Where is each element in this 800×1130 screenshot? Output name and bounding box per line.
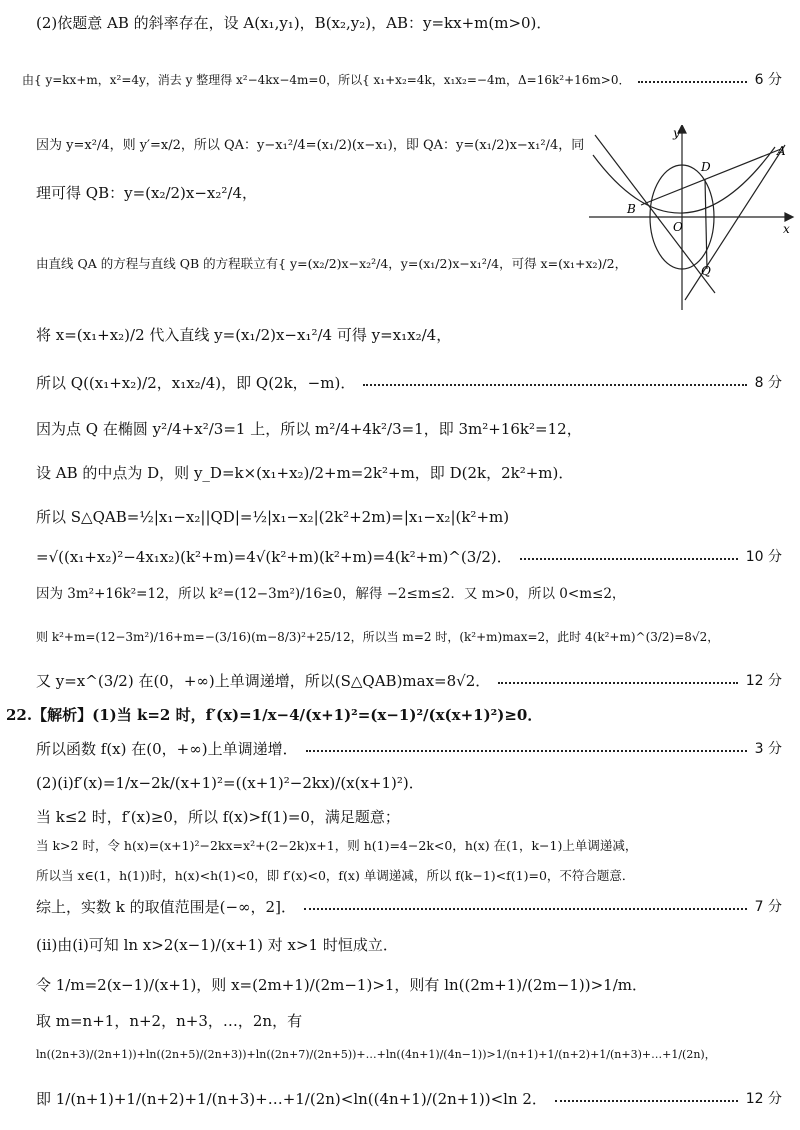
- solution-line: [0, 808, 800, 826]
- dotted-leader: [306, 750, 747, 752]
- score-mark: 12 分: [745, 1090, 782, 1107]
- line-text: 即 1/(n+1)+1/(n+2)+1/(n+3)+…+1/(2n)<ln((4n+1)/(2n+1))<ln 2．: [36, 1090, 547, 1108]
- score-mark: 7 分: [754, 898, 782, 915]
- dotted-leader: [520, 558, 738, 560]
- solution-line: [0, 508, 800, 526]
- solution-line: [0, 898, 800, 916]
- solution-line: [0, 326, 800, 344]
- solution-line: [0, 548, 800, 566]
- line-text: 综上，实数 k 的取值范围是(−∞，2]．: [36, 898, 296, 916]
- score-mark: 8 分: [754, 374, 782, 391]
- score-mark: 3 分: [754, 740, 782, 757]
- solution-line: [0, 868, 800, 883]
- label-a: A: [777, 144, 786, 158]
- solution-line: [0, 1012, 800, 1030]
- solution-line: [0, 936, 800, 954]
- label-d: D: [701, 160, 711, 174]
- parabola-ellipse-figure: [585, 125, 797, 315]
- line-text: 又 y=x^(3/2) 在(0，+∞)上单调递增，所以(S△QAB)max=8√2．: [36, 672, 491, 690]
- line-text: 由{ y=kx+m，x²=4y，消去 y 整理得 x²−4kx−4m=0，所以{ x₁+x₂=4k，x₁x₂=−4m，Δ=16k²+16m>0．: [22, 73, 631, 88]
- label-o: O: [673, 220, 683, 234]
- line-text: 由直线 QA 的方程与直线 QB 的方程联立有{ y=(x₂/2)x−x₂²/4，y=(x₁/2)x−x₁²/4，可得 x=(x₁+x₂)/2，: [36, 256, 628, 271]
- label-q: Q: [701, 264, 711, 278]
- dotted-leader: [498, 682, 737, 684]
- line-text: 理可得 QB：y=(x₂/2)x−x₂²/4，: [36, 184, 258, 202]
- solution-line: [0, 630, 800, 644]
- solution-line: [0, 706, 800, 724]
- solution-line: [0, 14, 800, 32]
- line-text: 所以 Q((x₁+x₂)/2，x₁x₂/4)，即 Q(2k，−m)．: [36, 374, 356, 392]
- dotted-leader: [555, 1100, 738, 1102]
- line-text: =√((x₁+x₂)²−4x₁x₂)(k²+m)=4√(k²+m)(k²+m)=4(k²+m)^(3/2)．: [36, 548, 512, 566]
- line-text: 令 1/m=2(x−1)/(x+1)，则 x=(2m+1)/(2m−1)>1，则有 ln((2m+1)/(2m−1))>1/m．: [36, 976, 647, 994]
- score-mark: 6 分: [754, 72, 782, 88]
- dotted-leader: [363, 384, 746, 386]
- question-22-heading: 22.【解析】(1)当 k=2 时，f′(x)=1/x−4/(x+1)²=(x−1)²/(x(x+1)²)≥0．: [6, 706, 543, 724]
- segment-qd: [705, 179, 707, 269]
- score-mark: 12 分: [745, 672, 782, 689]
- label-y: y: [673, 126, 680, 140]
- solution-line: [0, 72, 800, 89]
- line-text: 所以函数 f(x) 在(0，+∞)上单调递增．: [36, 740, 298, 758]
- solution-line: [0, 1090, 800, 1108]
- solution-line: [0, 976, 800, 994]
- dotted-leader: [304, 908, 747, 910]
- line-text: 因为 3m²+16k²=12，所以 k²=(12−3m²)/16≥0，解得 −2≤m≤2．又 m>0，所以 0<m≤2，: [36, 586, 626, 602]
- tangent-qa: [685, 145, 785, 300]
- dotted-leader: [638, 81, 746, 83]
- line-text: (2)(i)f′(x)=1/x−2k/(x+1)²=((x+1)²−2kx)/(x(x+1)²)．: [36, 774, 424, 792]
- line-text: 则 k²+m=(12−3m²)/16+m=−(3/16)(m−8/3)²+25/12，所以当 m=2 时，(k²+m)max=2，此时 4(k²+m)^(3/2)=8√2，: [36, 630, 720, 644]
- line-text: 所以当 x∈(1，h(1))时，h(x)<h(1)<0，即 f′(x)<0，f(x) 单调递减，所以 f(k−1)<f(1)=0，不符合题意．: [36, 868, 635, 883]
- line-text: 设 AB 的中点为 D，则 y_D=k×(x₁+x₂)/2+m=2k²+m，即 D(2k，2k²+m)．: [36, 464, 574, 482]
- solution-line: [0, 1048, 800, 1061]
- line-text: ln((2n+3)/(2n+1))+ln((2n+5)/(2n+3))+ln((2n+7)/(2n+5))+…+ln((4n+1)/(4n−1))>1/(n+1)+1/(n+2)+1/(n+3)+…+1/(2n)，: [36, 1048, 716, 1061]
- solution-line: [0, 672, 800, 690]
- line-text: 因为 y=x²/4，则 y′=x/2，所以 QA：y−x₁²/4=(x₁/2)(x−x₁)，即 QA：y=(x₁/2)x−x₁²/4，同: [36, 138, 585, 153]
- solution-line: [0, 740, 800, 758]
- line-text: 因为点 Q 在椭圆 y²/4+x²/3=1 上，所以 m²/4+4k²/3=1，即 3m²+16k²=12，: [36, 420, 582, 438]
- line-text: 当 k≤2 时，f′(x)≥0，所以 f(x)>f(1)=0，满足题意；: [36, 808, 400, 826]
- solution-line: [0, 586, 800, 602]
- x-axis-arrow: [785, 213, 793, 221]
- line-text: 取 m=n+1，n+2，n+3，…，2n，有: [36, 1012, 303, 1030]
- solution-line: [0, 374, 800, 392]
- score-mark: 10 分: [745, 548, 782, 565]
- label-b: B: [627, 202, 636, 216]
- label-x: x: [783, 222, 790, 236]
- solution-line: [0, 420, 800, 438]
- solution-line: [0, 774, 800, 792]
- line-text: 将 x=(x₁+x₂)/2 代入直线 y=(x₁/2)x−x₁²/4 可得 y=x₁x₂/4，: [36, 326, 452, 344]
- line-text: 所以 S△QAB=½|x₁−x₂||QD|=½|x₁−x₂|(2k²+2m)=|x₁−x₂|(k²+m): [36, 508, 510, 526]
- line-text: (ii)由(i)可知 ln x>2(x−1)/(x+1) 对 x>1 时恒成立．: [36, 936, 398, 954]
- solution-line: [0, 464, 800, 482]
- line-text: 当 k>2 时，令 h(x)=(x+1)²−2kx=x²+(2−2k)x+1，则 h(1)=4−2k<0，h(x) 在(1，k−1)上单调递减，: [36, 838, 638, 853]
- tangent-qb: [595, 135, 715, 293]
- line-text: (2)依题意 AB 的斜率存在，设 A(x₁,y₁)，B(x₂,y₂)，AB：y=kx+m(m>0)．: [36, 14, 552, 32]
- solution-line: [0, 838, 800, 853]
